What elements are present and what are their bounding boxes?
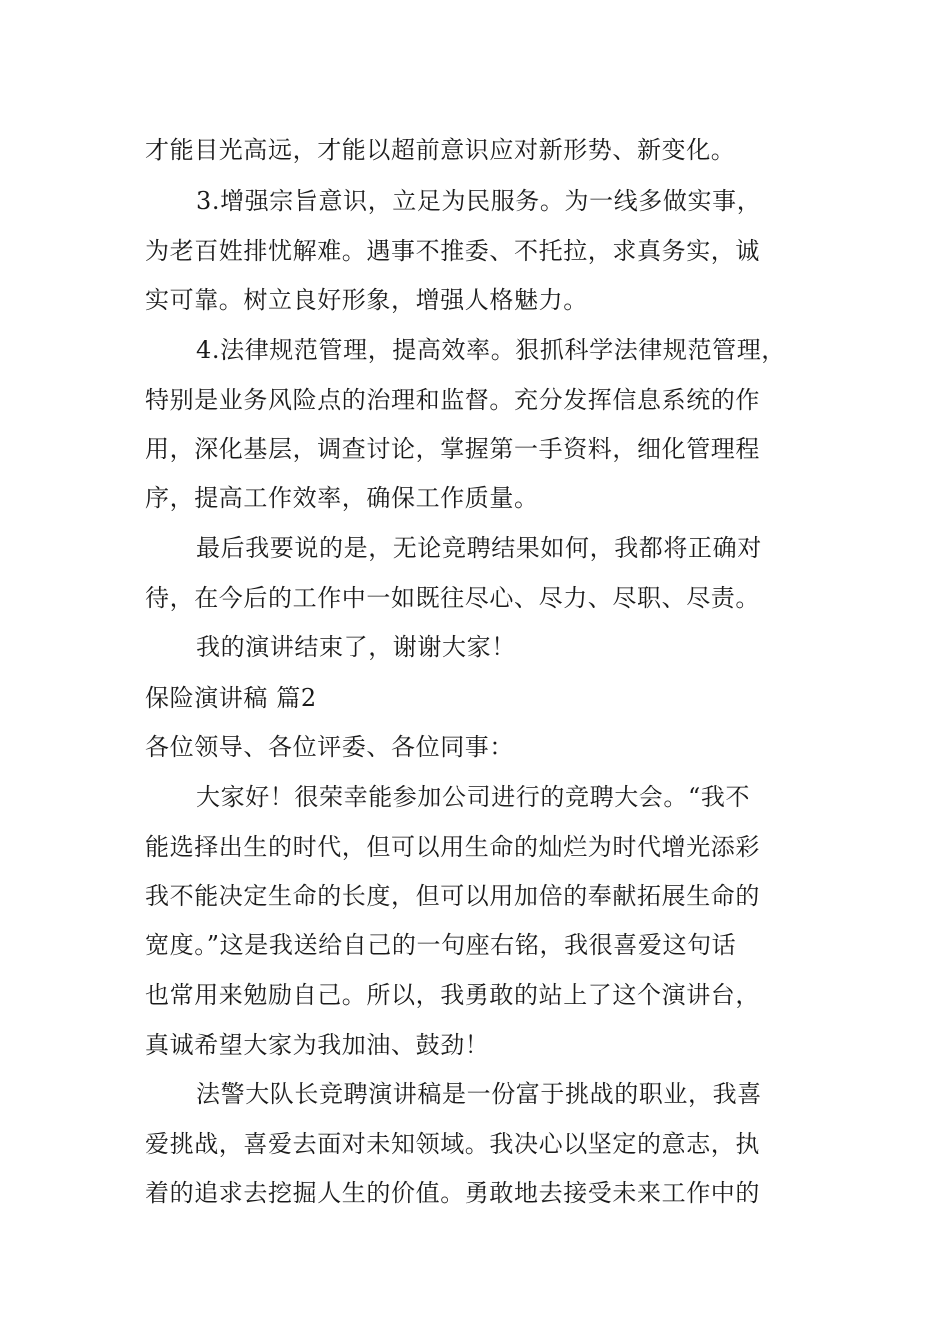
text-line: 4.法律规范管理，提高效率。狠抓科学法律规范管理， (196, 336, 786, 364)
text-line: 爱挑战，喜爱去面对未知领域。我决心以坚定的意志，执 (145, 1130, 760, 1158)
text-line: 才能目光高远，才能以超前意识应对新形势、新变化。 (145, 136, 736, 164)
text-line: 我不能决定生命的长度，但可以用加倍的奉献拓展生命的 (145, 882, 760, 910)
text-line: 最后我要说的是，无论竞聘结果如何，我都将正确对 (196, 534, 762, 562)
text-line: 实可靠。树立良好形象，增强人格魅力。 (145, 286, 588, 314)
text-line: 特别是业务风险点的治理和监督。充分发挥信息系统的作 (145, 386, 760, 414)
text-line: 序，提高工作效率，确保工作质量。 (145, 484, 539, 512)
text-line: 大家好！很荣幸能参加公司进行的竞聘大会。“我不 (196, 783, 751, 811)
text-line: 着的追求去挖掘人生的价值。勇敢地去接受未来工作中的 (145, 1179, 760, 1207)
text-line: 我的演讲结束了，谢谢大家！ (196, 633, 516, 661)
text-line: 真诚希望大家为我加油、鼓劲！ (145, 1031, 490, 1059)
salutation: 各位领导、各位评委、各位同事： (145, 733, 514, 761)
text-line: 也常用来勉励自己。所以，我勇敢的站上了这个演讲台， (145, 981, 760, 1009)
text-line: 能选择出生的时代，但可以用生命的灿烂为时代增光添彩 (145, 833, 760, 861)
text-line: 法警大队长竞聘演讲稿是一份富于挑战的职业，我喜 (196, 1080, 762, 1108)
text-line: 宽度。”这是我送给自己的一句座右铭，我很喜爱这句话 (145, 931, 737, 959)
text-line: 待，在今后的工作中一如既往尽心、尽力、尽职、尽责。 (145, 584, 760, 612)
text-line: 3.增强宗旨意识，立足为民服务。为一线多做实事， (196, 187, 762, 215)
text-line: 用，深化基层，调查讨论，掌握第一手资料，细化管理程 (145, 435, 760, 463)
section-heading: 保险演讲稿 篇2 (145, 684, 317, 712)
text-line: 为老百姓排忧解难。遇事不推委、不托拉，求真务实，诚 (145, 237, 760, 265)
